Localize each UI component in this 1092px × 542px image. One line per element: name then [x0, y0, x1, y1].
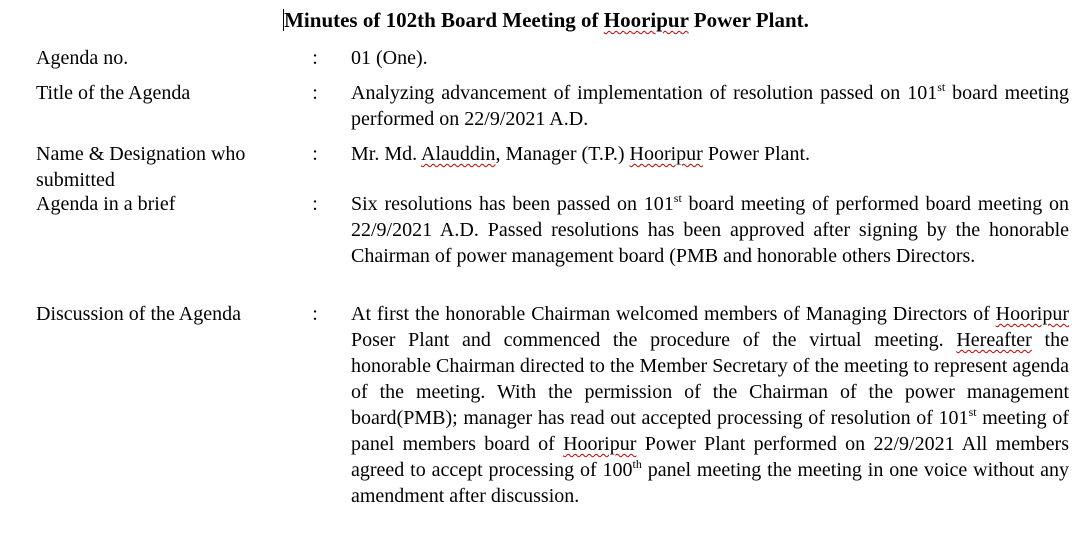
value-text: , Manager (T.P.) — [495, 143, 630, 165]
ordinal-superscript: st — [937, 80, 946, 94]
plant-name: Hooripur — [995, 303, 1069, 325]
label-submitter: Name & Designation who submitted — [36, 143, 246, 191]
value-text: Analyzing advancement of implementation of resolution passed on 101 — [351, 82, 938, 104]
ordinal-superscript: st — [673, 191, 682, 205]
plant-name: Hooripur — [629, 143, 703, 165]
title-plant-name: Hooripur — [603, 8, 689, 32]
ordinal-superscript: th — [632, 457, 642, 471]
colon-separator: : — [312, 143, 318, 165]
document-title — [0, 7, 1092, 33]
colon-separator: : — [312, 193, 318, 215]
value-text: board meeting performed on 22/9/2021 A.D. — [351, 82, 1070, 130]
submitter-name: Alauddin — [421, 143, 496, 165]
value-title-of-agenda — [351, 80, 1069, 132]
value-discussion — [351, 301, 1069, 509]
label-agenda-no: Agenda no. — [36, 47, 129, 69]
value-submitter — [351, 141, 1069, 167]
value-text: board meeting of performed board meeting on 22/9/2021 A.D. Passed resolutions has been approved after signing by the honorable Chairman of power management board (PMB and honorable others Directors. — [351, 193, 1070, 267]
colon-separator: : — [312, 303, 318, 325]
colon-separator: : — [312, 82, 318, 104]
plant-name: Hooripur — [563, 433, 637, 455]
value-agenda-brief — [351, 191, 1069, 269]
value-text: Power Plant. — [702, 143, 811, 165]
title-suffix: Power Plant. — [688, 8, 809, 32]
title-prefix: Minutes of 102th Board Meeting of — [284, 8, 604, 32]
label-agenda-brief: Agenda in a brief — [36, 193, 176, 215]
value-text: panel meeting the meeting in one voice without any amendment after discussion. — [351, 459, 1070, 507]
label-discussion: Discussion of the Agenda — [36, 303, 241, 325]
value-text: Six resolutions has been passed on 101 — [351, 193, 674, 215]
value-text: Poser Plant and commenced the procedure of the virtual meeting. — [351, 329, 957, 351]
value-text: Power Plant performed on 22/9/2021 All members agreed to accept processing of 100 — [351, 433, 1069, 481]
value-agenda-no: 01 (One). — [351, 47, 428, 69]
flagged-word: Hereafter — [956, 329, 1032, 351]
ordinal-superscript: st — [968, 405, 977, 419]
value-text: Mr. Md. — [351, 143, 422, 165]
value-text: the honorable Chairman directed to the Member Secretary of the meeting to represent agenda of the meeting. With the permission of the Chairman of the power management board(PMB); manager has read out accepted processing of resolution of 101 — [351, 329, 1069, 429]
label-title-of-agenda: Title of the Agenda — [36, 82, 191, 104]
value-text: At first the honorable Chairman welcomed members of Managing Directors of — [351, 303, 996, 325]
value-text: meeting of panel members board of — [351, 407, 1069, 455]
colon-separator: : — [312, 47, 318, 69]
